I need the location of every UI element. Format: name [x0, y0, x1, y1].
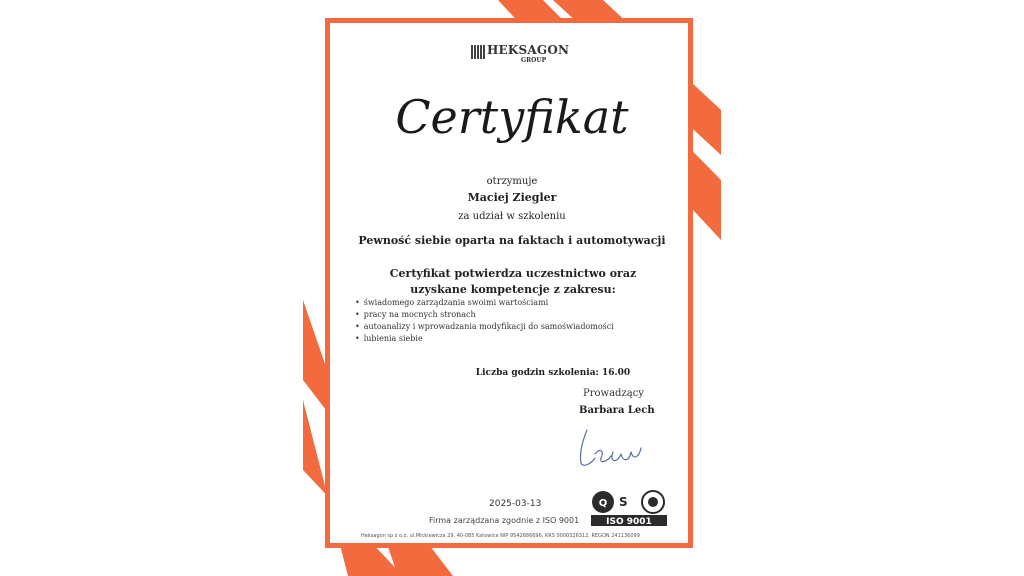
logo-name: HEKSAGON	[487, 43, 570, 57]
iso-statement: Firma zarządzana zgodnie z ISO 9001	[429, 516, 580, 525]
confirmation-text: Certyfikat potwierdza uczestnictwo oraz uzyskane kompetencje z zakresu:	[389, 267, 637, 296]
trainer-label: Prowadzący	[583, 388, 644, 399]
certificate-title: Certyfikat	[395, 90, 629, 144]
training-hours: Liczba godzin szkolenia: 16.00	[475, 368, 631, 378]
list-item: • lubienia siebie	[355, 333, 614, 345]
recipient-intro: otrzymuje	[486, 176, 538, 187]
recipient-name: Maciej Ziegler	[467, 191, 557, 204]
list-item: • świadomego zarządzania swoimi wartościami	[355, 297, 614, 309]
list-item: • autoanalizy i wprowadzania modyfikacji do samoświadomości	[355, 321, 614, 333]
issue-date: 2025-03-13	[489, 499, 542, 509]
iso-badge-label: ISO 9001	[606, 517, 652, 527]
company-footer: Heksagon sp z o.o. ul.Mickiewicza 29, 40-085 Katowice NIP 9542686696, KRS 0000326312, REGON 241136099	[361, 533, 640, 539]
training-name: Pewność siebie oparta na faktach i automotywacji	[358, 234, 666, 247]
heksagon-logo	[471, 43, 581, 67]
trainer-name: Barbara Lech	[579, 405, 655, 416]
logo-bars-icon	[471, 45, 485, 59]
logo-sub: GROUP	[521, 57, 547, 64]
list-item: • pracy na mocnych stronach	[355, 309, 614, 321]
svg-text:Q: Q	[598, 498, 608, 509]
svg-text:S: S	[619, 495, 628, 509]
training-intro: za udział w szkoleniu	[458, 211, 566, 222]
iso-certification-badge	[585, 487, 675, 529]
trainer-signature	[573, 418, 663, 473]
competency-list	[355, 297, 614, 345]
certificate-page	[303, 0, 721, 576]
